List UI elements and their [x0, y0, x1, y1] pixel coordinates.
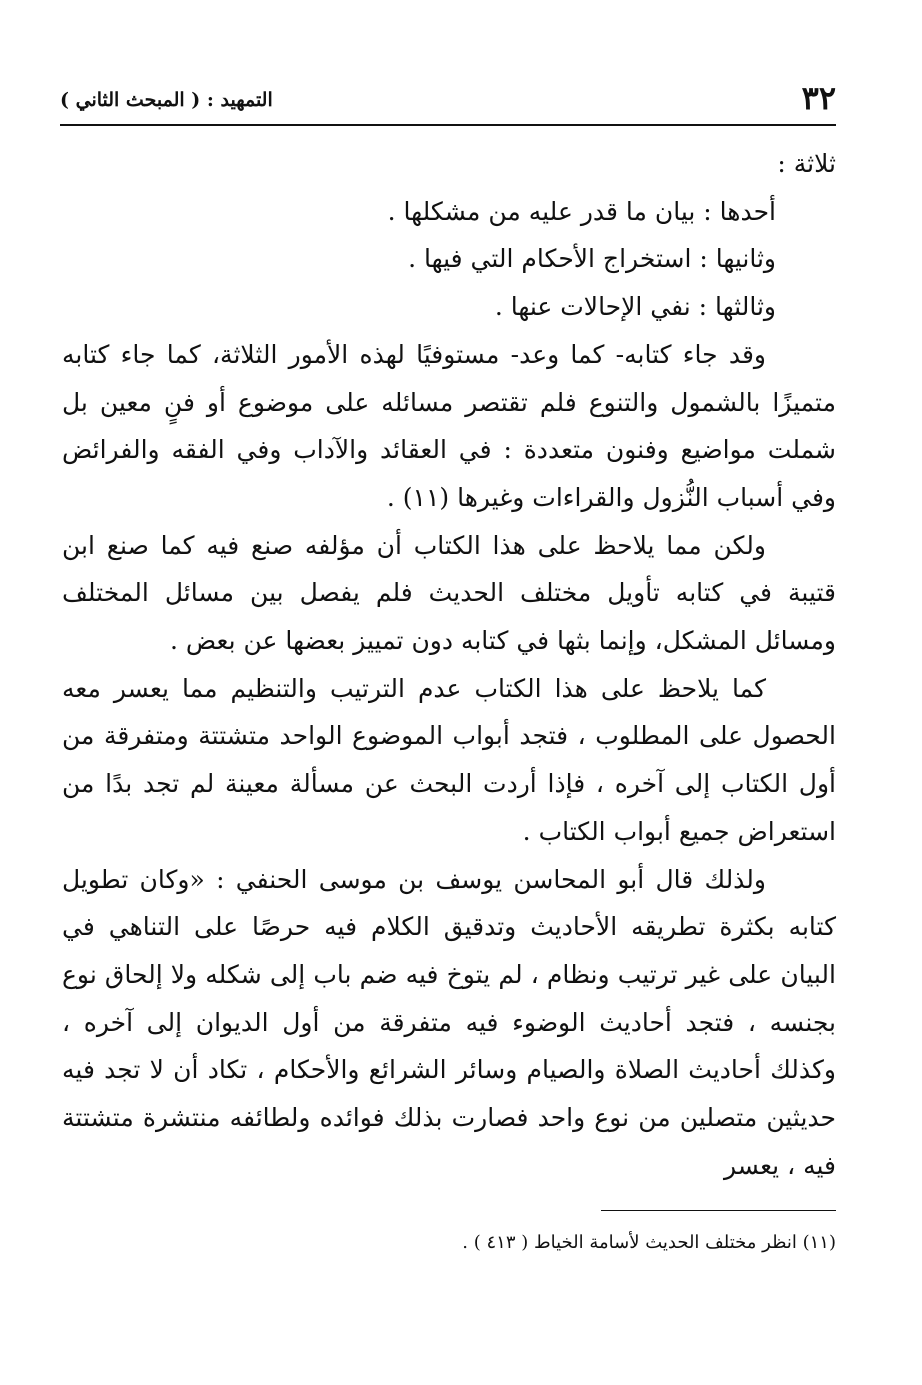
running-header — [60, 78, 836, 120]
page-number: ٣٢ — [801, 79, 836, 117]
header-divider — [60, 124, 836, 126]
paragraph: وقد جاء كتابه- كما وعد- مستوفيًا لهذه الأمور الثلاثة، كما جاء كتابه متميزًا بالشمول والتنوع فلم تقتصر مسائله على موضوع أو فنٍ معين بل شملت مواضيع وفنون متعددة : في العقائد والآداب وفي الفقه والفرائض وفي أسباب النُّزول والقراءات وغيرها (١١) . — [62, 339, 836, 512]
paragraph-quote: ولذلك قال أبو المحاسن يوسف بن موسى الحنفي : «وكان تطويل كتابه بكثرة تطريقه الأحاديث وتدقيق الكلام فيه حرصًا على التناهي في البيان على غير ترتيب ونظام ، لم يتوخ فيه ضم باب إلى شكله ولا إلحاق نوع بجنسه ، فتجد أحاديث الوضوء فيه متفرقة من أول الديوان إلى آخره ، وكذلك أحاديث الصلاة والصيام وسائر الشرائع والأحكام ، تكاد أن لا تجد فيه حديثين متصلين من نوع واحد فصارت بذلك فوائده ولطائفه منتشرة متشتتة فيه ، يعسر — [62, 864, 836, 1180]
paragraph-intro: ثلاثة : — [777, 149, 836, 178]
paragraph: كما يلاحظ على هذا الكتاب عدم الترتيب والتنظيم مما يعسر معه الحصول على المطلوب ، فتجد أبواب الموضوع الواحد متشتتة ومتفرقة من أول الكتاب إلى آخره ، فإذا أردت البحث عن مسألة معينة لم تجد بدًا من استعراض جميع أبواب الكتاب . — [62, 673, 836, 846]
list-item-second: وثانيها : استخراج الأحكام التي فيها . — [408, 244, 776, 274]
paragraph: ولكن مما يلاحظ على هذا الكتاب أن مؤلفه صنع فيه كما صنع ابن قتيبة في كتابه تأويل مختلف الحديث فلم يفصل بين مسائل المختلف ومسائل المشكل، وإنما بثها في كتابه دون تمييز بعضها عن بعض . — [62, 530, 836, 656]
footnote-divider — [601, 1210, 836, 1211]
list-item-third: وثالثها : نفي الإحالات عنها . — [494, 292, 776, 322]
chapter-title: التمهيد : ( المبحث الثاني ) — [60, 89, 273, 111]
list-item-first: أحدها : بيان ما قدر عليه من مشكلها . — [387, 196, 776, 226]
body-text — [62, 140, 836, 1189]
footnote: (١١) انظر مختلف الحديث لأسامة الخياط ( ٤١٣ ) . — [462, 1232, 836, 1253]
